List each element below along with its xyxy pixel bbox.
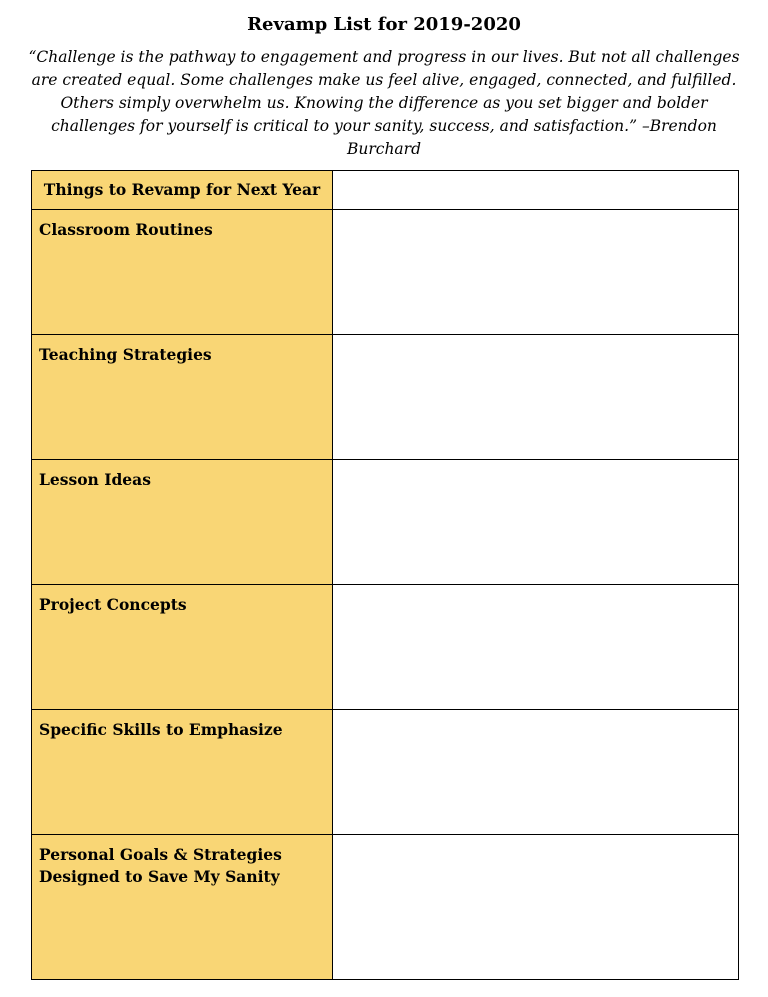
table-header-label: Things to Revamp for Next Year	[32, 171, 333, 210]
row-label-specific-skills: Specific Skills to Emphasize	[32, 710, 333, 835]
table-header-row	[32, 171, 739, 210]
table-row	[32, 460, 739, 585]
page-title: Revamp List for 2019-2020	[247, 14, 521, 35]
table-row	[32, 210, 739, 335]
row-label-project-concepts: Project Concepts	[32, 585, 333, 710]
row-label-classroom-routines: Classroom Routines	[32, 210, 333, 335]
intro-quote: “Challenge is the pathway to engagement and progress in our lives. But not all challenges are created equal. Some challenges make us feel alive, engaged, connected, and fulfilled. Others simply overwhelm us. Knowing the difference as you set bigger and bolder challenges for yourself is critical to your sanity, success, and satisfaction.” –Brendon Burchard	[28, 48, 740, 158]
table-row	[32, 710, 739, 835]
row-label-lesson-ideas: Lesson Ideas	[32, 460, 333, 585]
row-entry-specific-skills[interactable]	[333, 710, 739, 835]
row-entry-personal-goals[interactable]	[333, 835, 739, 980]
revamp-table	[31, 170, 739, 980]
row-label-personal-goals: Personal Goals & Strategies Designed to Save My Sanity	[32, 835, 333, 980]
table-row	[32, 335, 739, 460]
row-entry-teaching-strategies[interactable]	[333, 335, 739, 460]
row-entry-project-concepts[interactable]	[333, 585, 739, 710]
row-entry-lesson-ideas[interactable]	[333, 460, 739, 585]
table-row	[32, 585, 739, 710]
row-label-teaching-strategies: Teaching Strategies	[32, 335, 333, 460]
table-row	[32, 835, 739, 980]
table-header-entry[interactable]	[333, 171, 739, 210]
row-entry-classroom-routines[interactable]	[333, 210, 739, 335]
